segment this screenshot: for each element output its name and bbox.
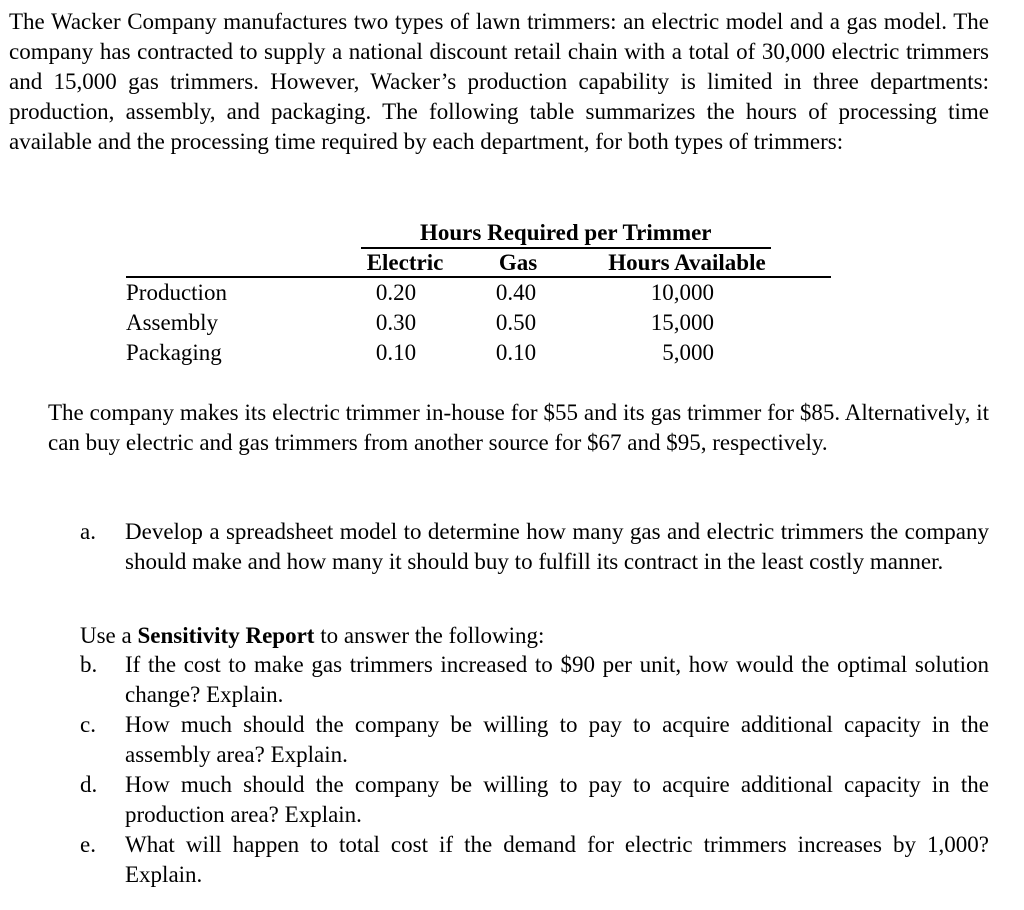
question-label: a. bbox=[80, 519, 96, 544]
question-text: Develop a spreadsheet model to determine how many gas and electric trimmers the company should make and how many it should buy to fulfill its contract in the least costly manner. bbox=[125, 519, 989, 574]
cell-hours-available: 5,000 bbox=[662, 340, 714, 365]
col-header-hours-available: Hours Available bbox=[608, 250, 766, 275]
use-line-suffix: to answer the following: bbox=[314, 623, 545, 648]
question-e bbox=[80, 830, 989, 890]
question-text: How much should the company be willing to pay to acquire additional capacity in the assembly area? Explain. bbox=[125, 712, 989, 767]
cell-hours-available: 10,000 bbox=[650, 280, 714, 305]
question-text: How much should the company be willing to pay to acquire additional capacity in the production area? Explain. bbox=[125, 772, 989, 827]
question-text: If the cost to make gas trimmers increased to $90 per unit, how would the optimal solution change? Explain. bbox=[125, 652, 989, 707]
row-label-production: Production bbox=[126, 280, 227, 305]
question-label: c. bbox=[80, 712, 96, 737]
question-text: What will happen to total cost if the demand for electric trimmers increases by 1,000? Explain. bbox=[125, 832, 989, 887]
column-header-rule bbox=[126, 276, 831, 278]
use-sensitivity-line bbox=[80, 621, 544, 651]
cell-electric: 0.10 bbox=[375, 340, 417, 365]
question-c bbox=[80, 710, 989, 770]
cell-hours-available: 15,000 bbox=[650, 310, 714, 335]
row-label-assembly: Assembly bbox=[126, 310, 218, 335]
col-header-gas: Gas bbox=[498, 250, 538, 275]
question-a bbox=[80, 517, 989, 609]
cell-electric: 0.30 bbox=[375, 310, 417, 335]
cell-gas: 0.50 bbox=[495, 310, 537, 335]
row-label-packaging: Packaging bbox=[126, 340, 222, 365]
question-d bbox=[80, 770, 989, 830]
group-header-rule bbox=[361, 247, 771, 249]
intro-paragraph: The Wacker Company manufactures two types of lawn trimmers: an electric model and a gas model. The company has contracted to supply a national discount retail chain with a total of 30,000 electric trimmers and 15,000 gas trimmers. However, Wacker’s production capability is limited in three departments: production, assembly, and packaging. The following table summarizes the hours of processing time available and the processing time required by each department, for both types of trimmers: bbox=[9, 9, 989, 154]
cost-paragraph: The company makes its electric trimmer in-house for $55 and its gas trimmer for $85. Alternatively, it can buy electric and gas trimmers from another source for $67 and $95, respectively. bbox=[48, 400, 989, 455]
use-line-prefix: Use a bbox=[80, 623, 138, 648]
use-line-bold: Sensitivity Report bbox=[137, 623, 315, 648]
question-label: b. bbox=[80, 652, 98, 677]
hours-table bbox=[0, 0, 1024, 380]
question-label: d. bbox=[80, 772, 98, 797]
question-b bbox=[80, 650, 989, 710]
question-label: e. bbox=[80, 832, 96, 857]
cell-gas: 0.40 bbox=[495, 280, 537, 305]
col-header-electric: Electric bbox=[366, 250, 444, 275]
group-header: Hours Required per Trimmer bbox=[420, 220, 712, 245]
cell-gas: 0.10 bbox=[495, 340, 537, 365]
cell-electric: 0.20 bbox=[375, 280, 417, 305]
